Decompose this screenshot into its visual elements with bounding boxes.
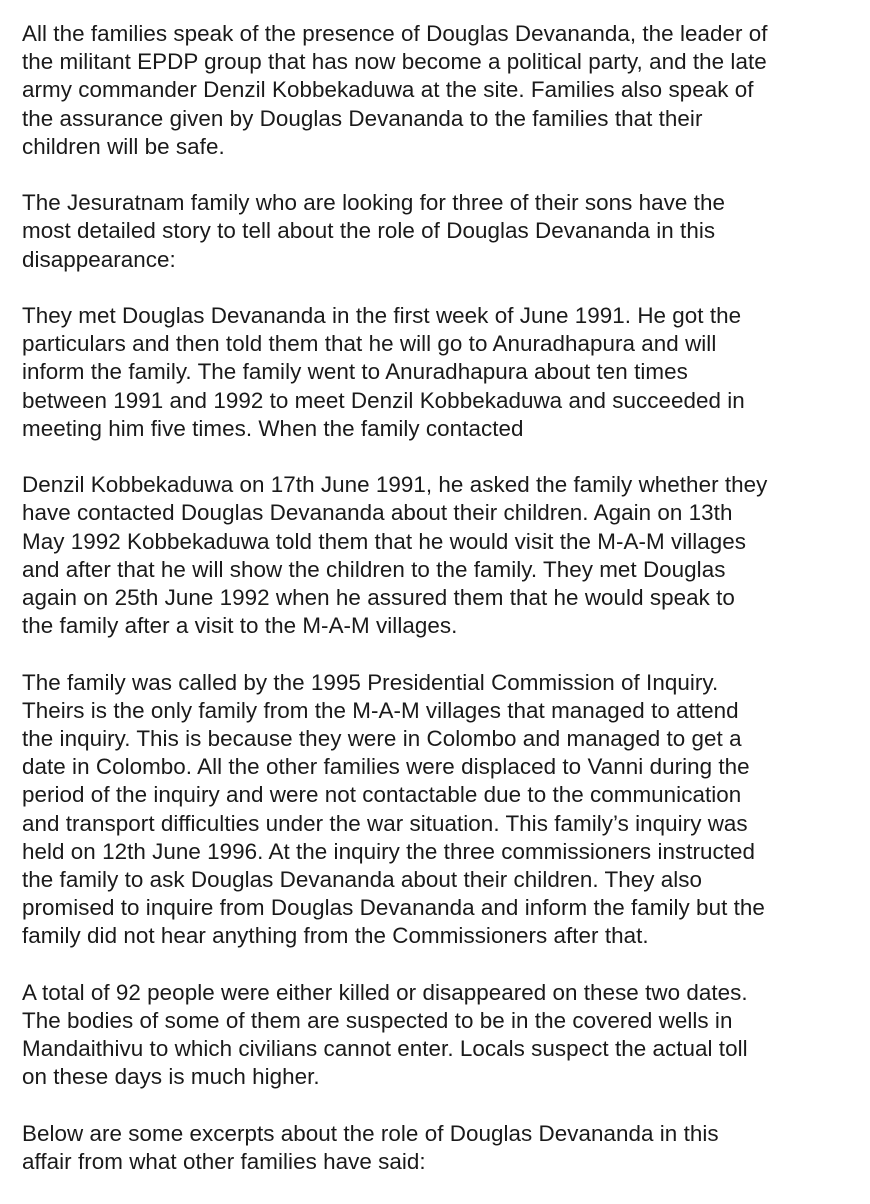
text-line: meeting him five times. When the family contacted [22, 415, 524, 441]
text-line: have contacted Douglas Devananda about their children. Again on 13th [22, 500, 733, 526]
text-line: held on 12th June 1996. At the inquiry the three commissioners instructed [22, 838, 756, 864]
text-line: All the families speak of the presence of Douglas Devananda, the leader of [22, 21, 768, 46]
text-line: the assurance given by Douglas Devananda to the families that their [22, 105, 703, 131]
text-line: disappearance: [22, 246, 176, 272]
text-line: the family to ask Douglas Devananda about their children. They also [22, 867, 703, 893]
text-line: A total of 92 people were either killed or disappeared on these two dates. [22, 979, 748, 1005]
text-line: The Jesuratnam family who are looking for three of their sons have the [22, 190, 725, 216]
text-line: Below are some excerpts about the role of Douglas Devananda in this [22, 1120, 719, 1146]
text-line: They met Douglas Devananda in the first week of June 1991. He got the [22, 303, 742, 328]
text-line: inform the family. The family went to Anuradhapura about ten times [22, 359, 688, 385]
text-line: Mandaithivu to which civilians cannot enter. Locals suspect the actual toll [22, 1036, 748, 1062]
text-line: affair from what other families have said: [22, 1149, 426, 1175]
text-line: most detailed story to tell about the role of Douglas Devananda in this [22, 218, 716, 244]
text-line: and after that he will show the children to the family. They met Douglas [22, 556, 726, 582]
text-line: army commander Denzil Kobbekaduwa at the site. Families also speak of [22, 77, 754, 103]
text-line: The bodies of some of them are suspected to be in the covered wells in [22, 1008, 733, 1034]
text-line: period of the inquiry and were not contactable due to the communication [22, 782, 742, 808]
document-body [22, 20, 852, 1204]
text-line: the militant EPDP group that has now become a political party, and the late [22, 49, 767, 75]
text-line: again on 25th June 1992 when he assured them that he would speak to [22, 585, 735, 611]
text-line: Denzil Kobbekaduwa on 17th June 1991, he asked the family whether they [22, 472, 768, 498]
text-line: children will be safe. [22, 133, 225, 159]
text-line: May 1992 Kobbekaduwa told them that he would visit the M-A-M villages [22, 528, 747, 554]
paragraph-casualty-total [22, 979, 852, 1092]
text-line: particulars and then told them that he will go to Anuradhapura and will [22, 331, 717, 357]
text-line: family did not hear anything from the Commissioners after that. [22, 923, 649, 949]
text-line: The family was called by the 1995 Presidential Commission of Inquiry. [22, 669, 719, 695]
text-line: and transport difficulties under the war situation. This family’s inquiry was [22, 810, 748, 836]
paragraph-excerpts-intro [22, 1120, 852, 1176]
paragraph-commission [22, 669, 852, 951]
text-line: the family after a visit to the M-A-M villages. [22, 613, 458, 639]
text-line: on these days is much higher. [22, 1064, 320, 1090]
paragraph-kobbekaduwa [22, 471, 852, 640]
text-line: Theirs is the only family from the M-A-M villages that managed to attend [22, 697, 739, 723]
text-line: date in Colombo. All the other families were displaced to Vanni during the [22, 754, 750, 780]
paragraph-jesuratnam-family [22, 189, 852, 274]
text-line: the inquiry. This is because they were in Colombo and managed to get a [22, 726, 742, 752]
text-line: between 1991 and 1992 to meet Denzil Kobbekaduwa and succeeded in [22, 387, 745, 413]
text-line: promised to inquire from Douglas Devananda and inform the family but the [22, 895, 765, 921]
paragraph-first-meeting [22, 302, 852, 443]
paragraph-presence [22, 20, 852, 161]
